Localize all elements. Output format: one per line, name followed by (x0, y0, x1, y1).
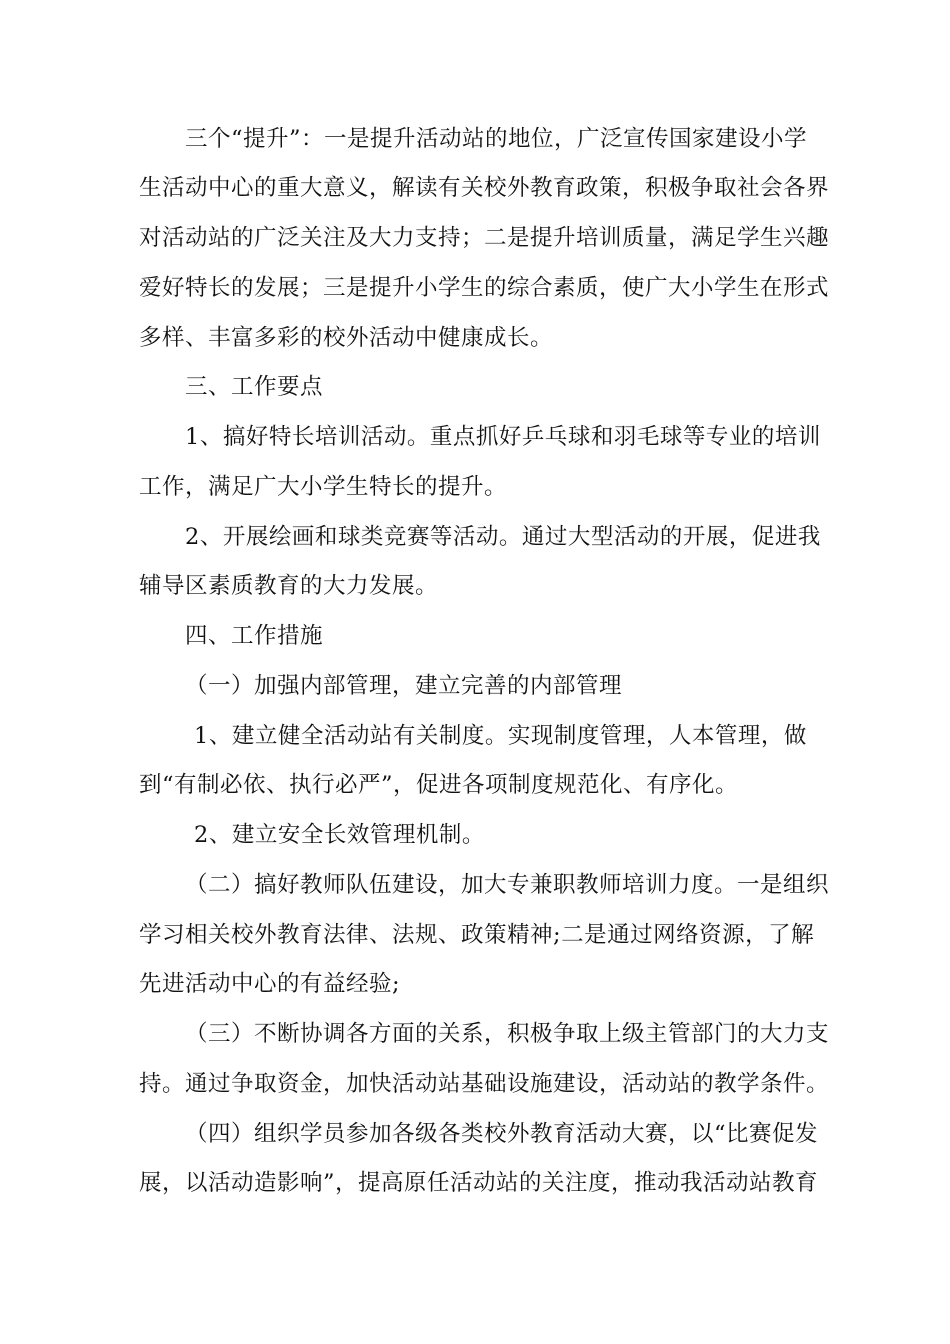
subsection-heading: （一）加强内部管理，建立完善的内部管理 (185, 673, 623, 699)
text-line: （二）搞好教师队伍建设，加大专兼职教师培训力度。一是组织 (185, 872, 830, 898)
section-heading: 四、工作措施 (185, 623, 324, 649)
text-line: 先进活动中心的有益经验; (139, 971, 401, 997)
text-line: （四）组织学员参加各级各类校外教育活动大赛，以“比赛促发 (185, 1121, 819, 1147)
text-line: 展，以活动造影响”，提高原任活动站的关注度，推动我活动站教育 (139, 1170, 819, 1196)
text-line: 2、建立安全长效管理机制。 (194, 822, 485, 848)
text-line: 辅导区素质教育的大力发展。 (139, 573, 439, 599)
text-line: 1、搞好特长培训活动。重点抓好乒乓球和羽毛球等专业的培训 (185, 424, 821, 450)
section-heading: 三、工作要点 (185, 374, 324, 400)
text-line: 2、开展绘画和球类竞赛等活动。通过大型活动的开展，促进我 (185, 524, 821, 550)
text-line: 到“有制必依、执行必严”，促进各项制度规范化、有序化。 (139, 772, 739, 798)
text-line: 持。通过争取资金，加快活动站基础设施建设，活动站的教学条件。 (139, 1071, 830, 1097)
text-line: 1、建立健全活动站有关制度。实现制度管理，人本管理，做 (194, 723, 807, 749)
text-line: 三个“提升”：一是提升活动站的地位，广泛宣传国家建设小学 (185, 126, 808, 152)
text-line: 生活动中心的重大意义，解读有关校外教育政策，积极争取社会各界 (139, 175, 830, 201)
text-line: 对活动站的广泛关注及大力支持；二是提升培训质量，满足学生兴趣 (139, 225, 830, 251)
text-line: 工作，满足广大小学生特长的提升。 (139, 474, 508, 500)
text-line: （三）不断协调各方面的关系，积极争取上级主管部门的大力支 (185, 1021, 830, 1047)
text-line: 多样、丰富多彩的校外活动中健康成长。 (139, 325, 554, 351)
text-line: 学习相关校外教育法律、法规、政策精神;二是通过网络资源，了解 (139, 922, 815, 948)
text-line: 爱好特长的发展；三是提升小学生的综合素质，使广大小学生在形式 (139, 275, 830, 301)
